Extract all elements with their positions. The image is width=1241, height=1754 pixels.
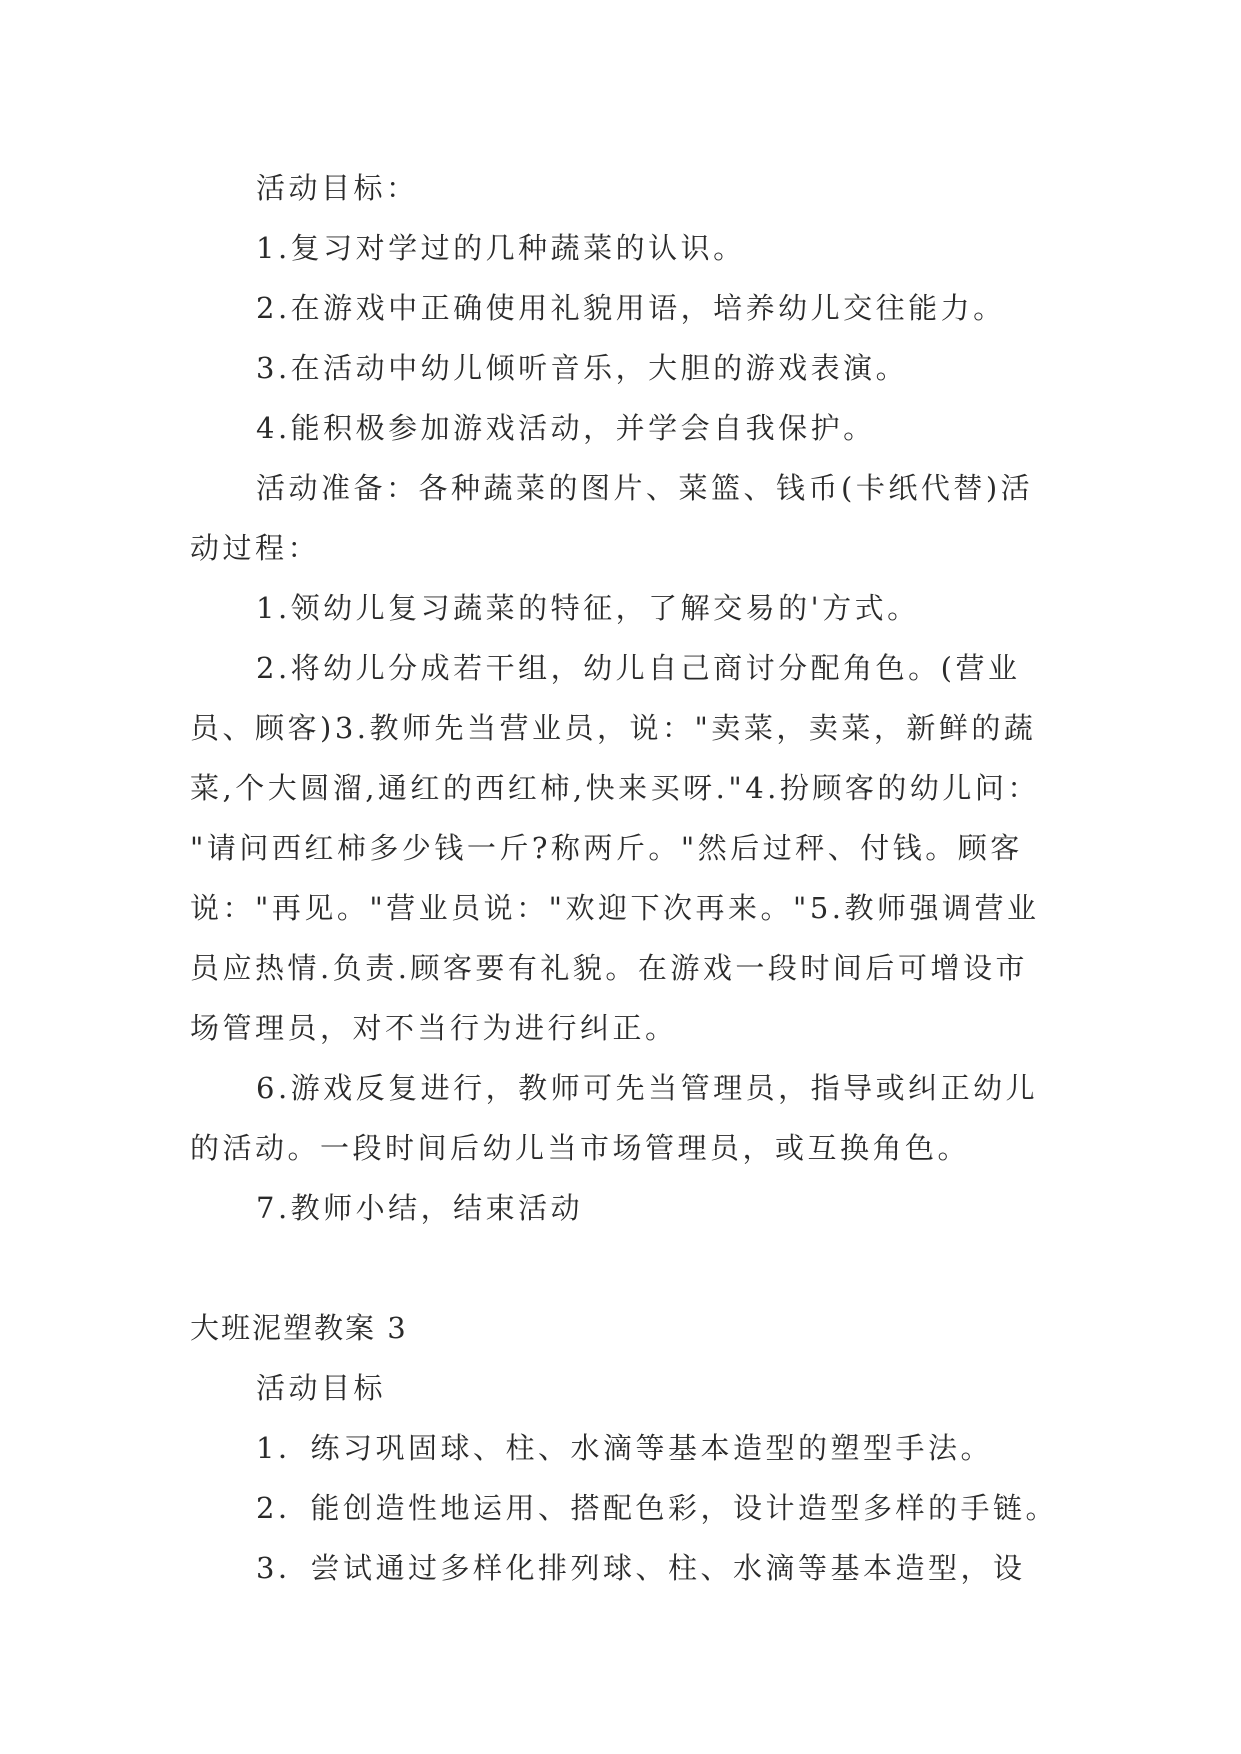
section-heading: 大班泥塑教案 3 (190, 1311, 408, 1345)
goal2-item-3: 3．尝试通过多样化排列球、柱、水滴等基本造型，设 (256, 1551, 1026, 1585)
prep-line-1: 活动准备：各种蔬菜的图片、菜篮、钱币(卡纸代替)活 (256, 471, 1034, 505)
process-step-6-line-2: 的活动。一段时间后幼儿当市场管理员，或互换角色。 (190, 1131, 971, 1165)
process-step-6-line-1: 6.游戏反复进行，教师可先当管理员，指导或纠正幼儿 (256, 1071, 1039, 1105)
goal-title: 活动目标： (256, 171, 419, 205)
goal-item-4: 4.能积极参加游戏活动，并学会自我保护。 (256, 411, 876, 445)
process-paragraph-line: 员应热情.负责.顾客要有礼貌。在游戏一段时间后可增设市 (190, 951, 1028, 985)
document-page (190, 158, 1060, 1598)
process-step-1: 1.领幼儿复习蔬菜的特征，了解交易的'方式。 (256, 591, 920, 625)
process-paragraph-line: 2.将幼儿分成若干组，幼儿自己商讨分配角色。(营业 (256, 651, 1021, 685)
process-paragraph-line: 说："再见。"营业员说："欢迎下次再来。"5.教师强调营业 (190, 891, 1040, 925)
goal-item-2: 2.在游戏中正确使用礼貌用语，培养幼儿交往能力。 (256, 291, 1006, 325)
goal-item-3: 3.在活动中幼儿倾听音乐，大胆的游戏表演。 (256, 351, 909, 385)
goal-title-2: 活动目标 (256, 1371, 387, 1405)
process-step-7: 7.教师小结，结束活动 (256, 1191, 584, 1225)
goal2-item-1: 1．练习巩固球、柱、水滴等基本造型的塑型手法。 (256, 1431, 993, 1465)
goal-item-1: 1.复习对学过的几种蔬菜的认识。 (256, 231, 746, 265)
goal2-item-2: 2．能创造性地运用、搭配色彩，设计造型多样的手链。 (256, 1491, 1058, 1525)
process-paragraph-line: 菜,个大圆溜,通红的西红柿,快来买呀."4.扮顾客的幼儿问： (190, 771, 1040, 805)
process-paragraph-line: "请问西红柿多少钱一斤?称两斤。"然后过秤、付钱。顾客 (190, 831, 1023, 865)
section-gap (190, 1238, 1060, 1298)
process-paragraph-line: 场管理员，对不当行为进行纠正。 (190, 1011, 678, 1045)
prep-line-2: 动过程： (190, 531, 321, 565)
process-paragraph-line: 员、顾客)3.教师先当营业员，说："卖菜，卖菜，新鲜的蔬 (190, 711, 1037, 745)
